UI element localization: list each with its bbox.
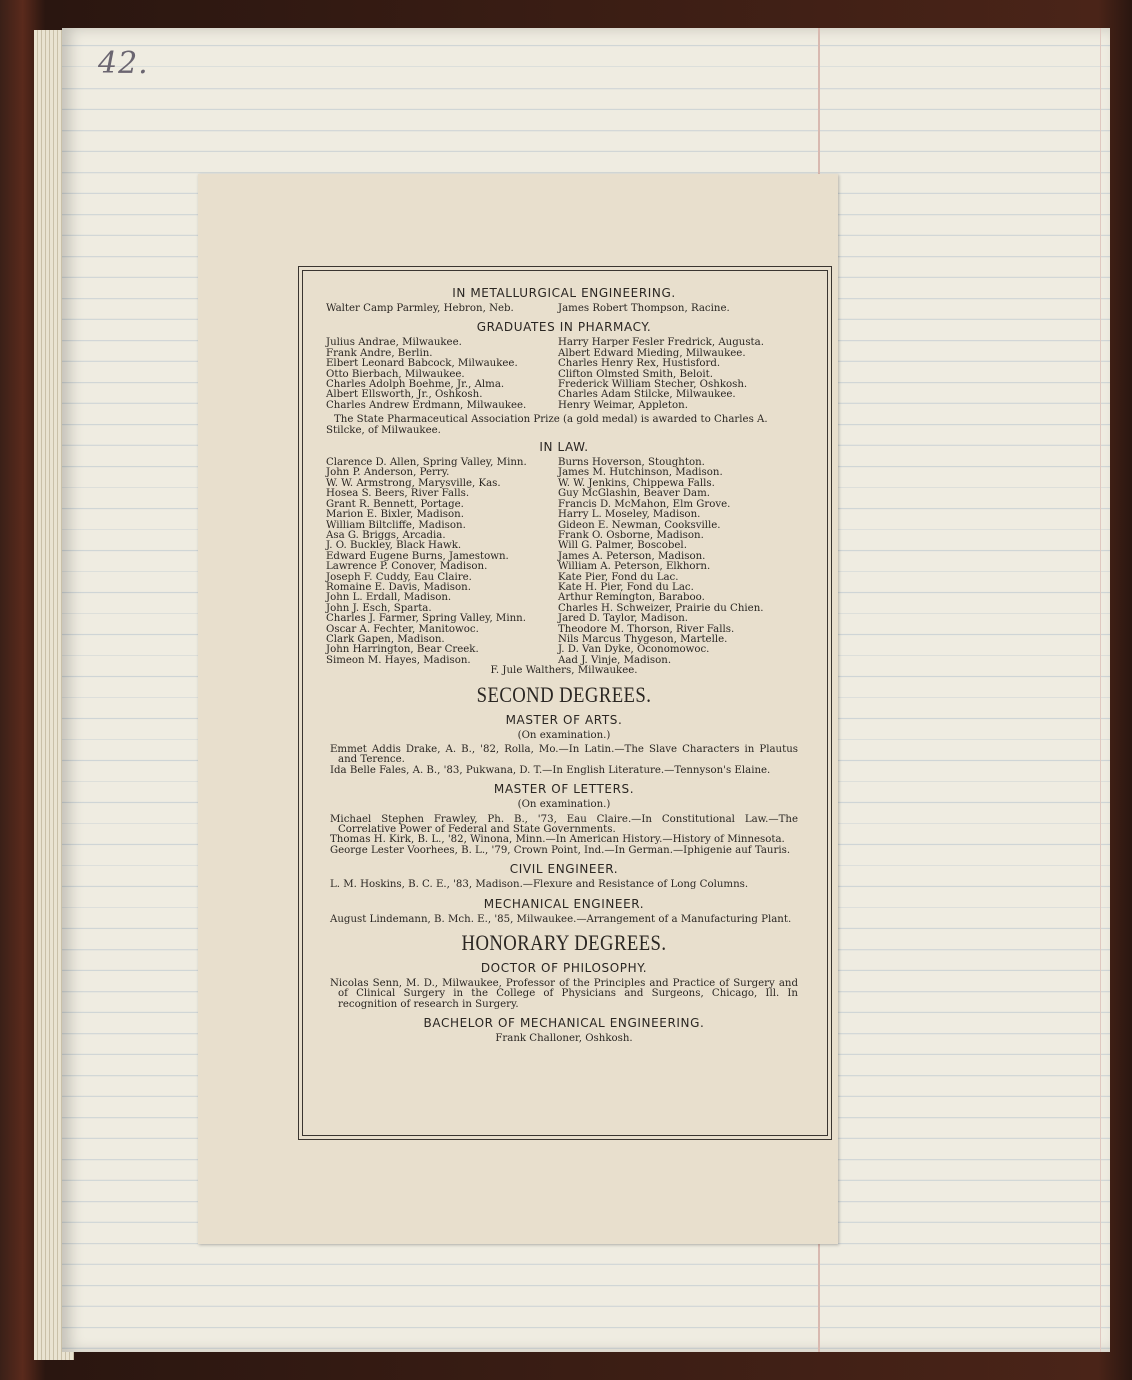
mechanical-engineer-heading: MECHANICAL ENGINEER.	[483, 896, 645, 911]
degree-entry: Thomas H. Kirk, B. L., '82, Winona, Minn.—In American History.—History of Minnesota.	[330, 834, 785, 846]
list-item: Arthur Remington, Baraboo.	[558, 592, 705, 604]
list-item: Clarence D. Allen, Spring Valley, Minn.	[326, 457, 527, 469]
list-item: Otto Bierbach, Milwaukee.	[326, 368, 465, 380]
degree-entry: August Lindemann, B. Mch. E., '85, Milwaukee.—Arrangement of a Manufacturing Plant.	[330, 913, 792, 925]
list-item: Frederick William Stecher, Oshkosh.	[558, 379, 748, 391]
list-item: Lawrence P. Conover, Madison.	[326, 561, 488, 573]
degree-entry: Frank Challoner, Oshkosh.	[495, 1033, 633, 1045]
list-item: Harry Harper Fesler Fredrick, Augusta.	[558, 337, 764, 349]
list-item: Oscar A. Fechter, Manitowoc.	[326, 623, 479, 635]
degree-entry: George Lester Voorhees, B. L., '79, Crown Point, Ind.—In German.—Iphigenie auf Tauris.	[330, 844, 791, 856]
ledger-edge-rule	[1100, 28, 1101, 1352]
list-item: Albert Edward Mieding, Milwaukee.	[558, 347, 746, 359]
master-arts-heading: MASTER OF ARTS.	[505, 712, 623, 727]
list-item: Charles Andrew Erdmann, Milwaukee.	[326, 399, 527, 411]
phd-heading: DOCTOR OF PHILOSOPHY.	[480, 961, 648, 976]
list-item: Gideon E. Newman, Cooksville.	[558, 519, 721, 531]
clipping-content	[304, 286, 824, 1045]
list-item: Clifton Olmsted Smith, Beloit.	[558, 368, 714, 380]
list-item: Hosea S. Beers, River Falls.	[326, 488, 470, 500]
list-item: J. D. Van Dyke, Oconomowoc.	[558, 644, 710, 656]
list-item: Charles H. Schweizer, Prairie du Chien.	[558, 602, 764, 614]
degree-entry: Emmet Addis Drake, A. B., '82, Rolla, Mo.—In Latin.—The Slave Characters in Plautus and Terence.	[330, 744, 798, 766]
master-arts-note: (On examination.)	[517, 729, 611, 741]
newspaper-clipping	[198, 174, 838, 1244]
metallurgy-graduate: James Robert Thompson, Racine.	[558, 303, 730, 314]
law-last-graduate: F. Jule Walthers, Milwaukee.	[490, 665, 638, 677]
list-item: J. O. Buckley, Black Hawk.	[326, 540, 462, 552]
list-item: Clark Gapen, Madison.	[326, 633, 445, 645]
handwritten-page-number: 42.	[98, 46, 149, 81]
list-item: Burns Hoverson, Stoughton.	[558, 457, 705, 469]
list-item: Francis D. McMahon, Elm Grove.	[558, 498, 731, 510]
degree-entry: Nicolas Senn, M. D., Milwaukee, Professor of the Principles and Practice of Surgery and of Clinical Surgery in the College of Physicians and Surgeons, Chicago, Ill. In recognition of research in Surgery.	[330, 978, 798, 1010]
pharmacy-col-1	[326, 338, 558, 411]
master-letters-note: (On examination.)	[517, 799, 611, 811]
metallurgy-graduate: Walter Camp Parmley, Hebron, Neb.	[326, 303, 514, 314]
pharmacy-col-2	[558, 338, 818, 411]
list-item: James A. Peterson, Madison.	[558, 550, 706, 562]
list-item: Henry Weimar, Appleton.	[558, 399, 688, 411]
degree-entry: Michael Stephen Frawley, Ph. B., '73, Eau Claire.—In Constitutional Law.—The Correlative Power of Federal and State Governments.	[330, 813, 798, 836]
list-item: Harry L. Moseley, Madison.	[558, 509, 701, 521]
list-item: Asa G. Briggs, Arcadia.	[326, 529, 446, 541]
list-item: Charles J. Farmer, Spring Valley, Minn.	[326, 613, 526, 625]
law-heading: IN LAW.	[539, 440, 589, 455]
list-item: Kate Pier, Fond du Lac.	[558, 571, 679, 583]
list-item: Charles Adam Stilcke, Milwaukee.	[558, 389, 736, 401]
second-degrees-heading: SECOND DEGREES.	[476, 681, 652, 707]
list-item: Frank Andre, Berlin.	[326, 347, 433, 359]
master-letters-heading: MASTER OF LETTERS.	[493, 782, 635, 797]
civil-engineer-heading: CIVIL ENGINEER.	[509, 862, 619, 877]
list-item: Charles Henry Rex, Hustisford.	[558, 358, 721, 370]
list-item: William A. Peterson, Elkhorn.	[558, 561, 711, 573]
law-col-2	[558, 458, 818, 666]
list-item: Charles Adolph Boehme, Jr., Alma.	[326, 379, 505, 391]
degree-entry: Ida Belle Fales, A. B., '83, Pukwana, D. T.—In English Literature.—Tennyson's Elaine.	[330, 764, 771, 776]
list-item: Theodore M. Thorson, River Falls.	[558, 623, 735, 635]
list-item: Kate H. Pier, Fond du Lac.	[558, 581, 694, 593]
list-item: William Biltcliffe, Madison.	[326, 519, 466, 531]
list-item: John L. Erdall, Madison.	[326, 592, 452, 604]
list-item: James M. Hutchinson, Madison.	[558, 467, 723, 479]
list-item: Elbert Leonard Babcock, Milwaukee.	[326, 358, 518, 370]
list-item: John J. Esch, Sparta.	[326, 602, 432, 614]
bme-heading: BACHELOR OF MECHANICAL ENGINEERING.	[423, 1016, 705, 1031]
list-item: Albert Ellsworth, Jr., Oshkosh.	[326, 389, 483, 401]
list-item: Simeon M. Hayes, Madison.	[326, 654, 471, 666]
degree-entry: L. M. Hoskins, B. C. E., '83, Madison.—Flexure and Resistance of Long Columns.	[330, 879, 749, 891]
pharmacy-prize-note: The State Pharmaceutical Association Prize (a gold medal) is awarded to Charles A. Stilcke, of Milwaukee.	[326, 414, 768, 436]
list-item: W. W. Jenkins, Chippewa Falls.	[558, 477, 715, 489]
list-item: Joseph F. Cuddy, Eau Claire.	[326, 571, 472, 583]
pharmacy-list	[304, 338, 824, 411]
law-col-1	[326, 458, 558, 666]
honorary-degrees-heading: HONORARY DEGREES.	[461, 930, 667, 956]
metallurgy-graduates	[304, 304, 824, 314]
list-item: Grant R. Bennett, Portage.	[326, 498, 464, 510]
law-list	[304, 458, 824, 666]
list-item: Marion E. Bixler, Madison.	[326, 509, 464, 521]
pharmacy-heading: GRADUATES IN PHARMACY.	[476, 320, 652, 335]
metallurgy-heading: IN METALLURGICAL ENGINEERING.	[452, 286, 676, 300]
list-item: Frank O. Osborne, Madison.	[558, 529, 704, 541]
list-item: W. W. Armstrong, Marysville, Kas.	[326, 477, 501, 489]
list-item: Aad J. Vinje, Madison.	[558, 654, 672, 666]
list-item: John Harrington, Bear Creek.	[326, 644, 479, 656]
list-item: Nils Marcus Thygeson, Martelle.	[558, 633, 728, 645]
list-item: Edward Eugene Burns, Jamestown.	[326, 550, 509, 562]
list-item: Will G. Palmer, Boscobel.	[558, 540, 687, 552]
list-item: John P. Anderson, Perry.	[326, 467, 450, 479]
list-item: Guy McGlashin, Beaver Dam.	[558, 488, 711, 500]
list-item: Romaine E. Davis, Madison.	[326, 581, 471, 593]
list-item: Jared D. Taylor, Madison.	[558, 613, 688, 625]
list-item: Julius Andrae, Milwaukee.	[326, 337, 462, 349]
